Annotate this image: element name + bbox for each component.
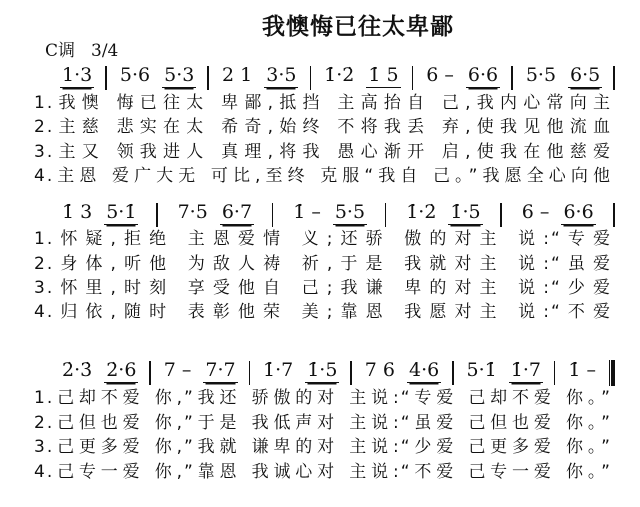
lyric-line-verse-4: 4.己专一爱 你,”靠恩 我诚心对 主说:“不爱 己专一爱 你。” [34,462,612,482]
note-group: 7 – [163,359,192,381]
barline [412,66,414,90]
note-group: 5·1̇ [466,359,497,381]
note-group: 1̇·5 [307,359,338,381]
lyric-line-verse-2: 2.身体,听他 为敌人祷 祈,于是 我就对主 说:“虽爱 [34,254,612,274]
barline [272,203,274,227]
measure [404,201,482,225]
note-group: 2̇·6 [106,359,137,381]
note-group: 7 6 [364,359,395,381]
lyric-line-verse-4: 4.主恩 爱广大无 可比,至终 克服“我自 己。”我愿全心向他 [34,166,612,186]
lyric-line-verse-3: 3.己更多爱 你,”我就 谦卑的对 主说:“少爱 己更多爱 你。” [34,437,612,457]
barline [350,361,352,385]
note-group: 6 – [521,201,550,223]
measure [520,201,596,225]
measure [465,359,543,383]
barline [500,203,502,227]
note-group: 5·5 [334,201,366,223]
note-group: 2 1 [222,64,253,86]
key-label: C调 [45,41,76,61]
barline [452,361,454,385]
measure [424,64,500,88]
note-group: 6·6 [563,201,594,223]
measure [60,359,138,383]
note-group: 1̇ 5 [368,64,399,86]
barline [156,203,158,227]
barline [511,66,513,90]
note-group: 6·6 [467,64,499,86]
note-group: 6·5 [570,64,601,86]
note-group: 1·3 [62,64,93,86]
note-group: 4·6 [408,359,440,381]
measure [566,359,598,381]
measure [524,64,602,88]
note-group: 1̇·5 [450,201,481,223]
note-group: 1̇ – [568,359,596,381]
barline [554,361,556,385]
final-barline [609,360,615,386]
lyric-line-verse-3: 3.主又 领我进人 真理,将我 愚心渐开 启,使我在他慈爱 [34,142,612,162]
note-group: 1̇·7 [262,359,294,381]
note-group: 5·1̇ [106,201,137,223]
measure [261,359,339,383]
lyric-line-verse-1: 1.己却不爱 你,”我还 骄傲的对 主说:“专爱 己却不爱 你。” [34,388,612,408]
note-group: 7·5 [177,201,208,223]
lyric-line-verse-3: 3.怀里,时刻 享受他自 己;我谦 卑的对主 说:“少爱 [34,278,612,298]
lyric-line-verse-1: 1.怀疑,拒绝 主恩爱情 义;还骄 傲的对主 说:“专爱 [34,229,612,249]
barline [613,203,615,227]
note-group: 6 – [426,64,454,86]
measure [220,64,298,88]
barline [310,66,312,90]
barline [149,361,151,385]
measure [363,359,441,383]
note-group: 1̇ – [293,201,321,223]
note-group: 3·5 [266,64,297,86]
note-group: 5·6 [119,64,151,86]
measure [291,201,367,225]
lyric-line-verse-4: 4.归依,随时 表彰他荣 美;靠恩 我愿对主 说:“不爱 [34,302,612,322]
note-group: 5·5 [525,64,557,86]
note-group: 1̇·2̇ [324,64,355,86]
note-group: 2̇·3̇ [62,359,93,381]
measure [162,359,238,383]
measure [118,64,196,88]
barline [385,203,387,227]
note-group: 5·3 [164,64,195,86]
lyric-line-verse-2: 2.己但也爱 你,”于是 我低声对 主说:“虽爱 己但也爱 你。” [34,413,612,433]
barline [613,66,615,90]
note-group: 1̇ 3 [62,201,93,223]
measure [176,201,254,225]
note-group: 7·7 [205,359,236,381]
measure [60,201,138,225]
lyric-line-verse-1: 1.我懊 悔已往太 卑鄙,抵挡 主高抬自 己,我内心常向主 [34,93,612,113]
barline [249,361,251,385]
time-signature: 3/4 [91,41,119,61]
measure [322,64,400,88]
key-signature [45,36,134,61]
note-group: 6·7 [221,201,253,223]
note-group: 1̇·7 [510,359,541,381]
barline [105,66,107,90]
barline [207,66,209,90]
note-group: 1̇·2̇ [406,201,437,223]
lyric-line-verse-2: 2.主慈 悲实在太 希奇,始终 不将我丢 弃,使我见他流血 [34,117,612,137]
measure [60,64,94,88]
song-title: 我懊悔已往太卑鄙 [262,14,454,40]
